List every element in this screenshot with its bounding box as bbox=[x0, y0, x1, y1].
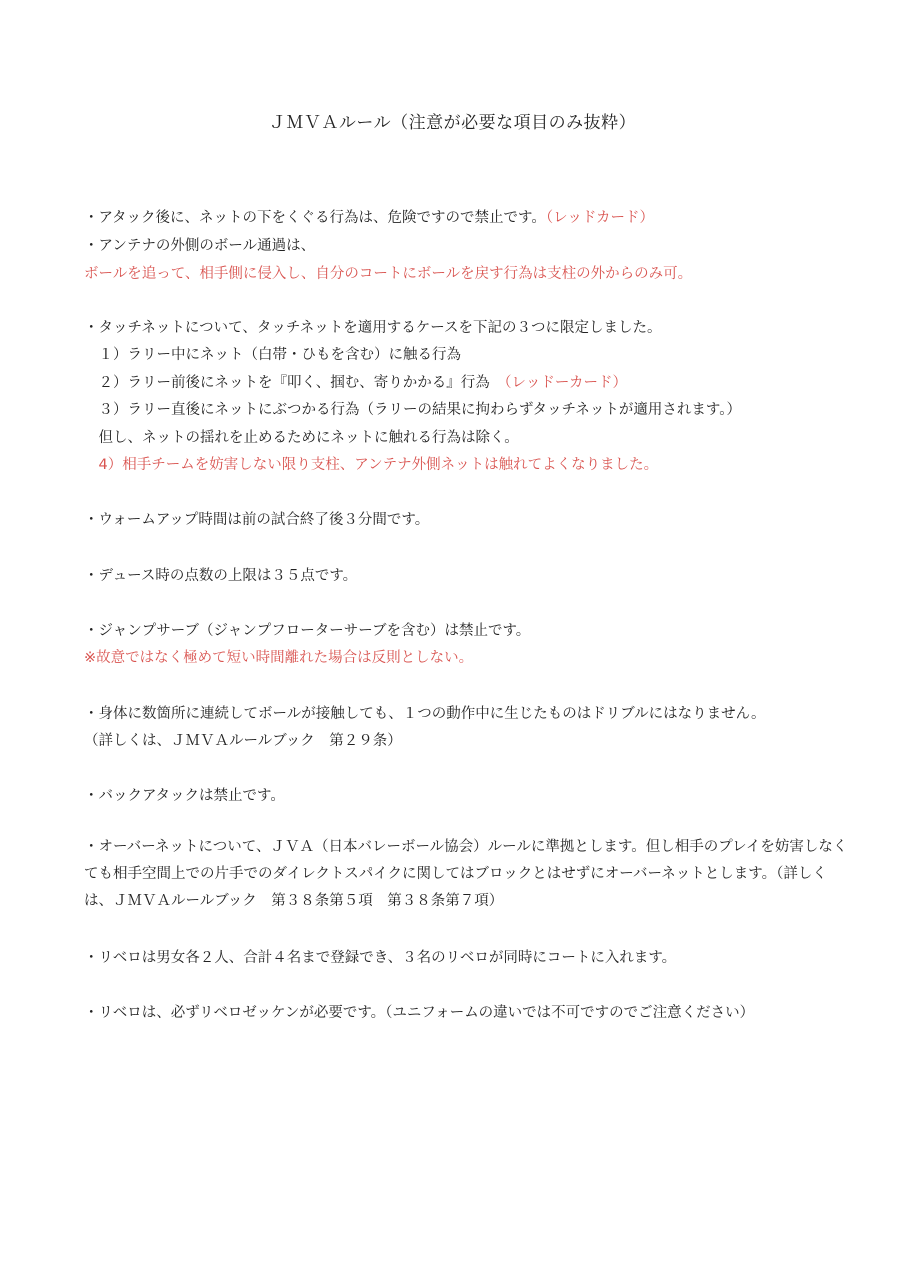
rule-deuce: ・デュース時の点数の上限は３５点です。 bbox=[84, 568, 358, 584]
touch-net-item-1: １）ラリー中にネット（白帯・ひもを含む）に触る行為 bbox=[84, 347, 461, 363]
rule-attack-under-net: ・アタック後に、ネットの下をくぐる行為は、危険ですので禁止です。（レッドカード） bbox=[84, 210, 654, 226]
dribble-reference: （詳しくは、ＪＭＶＡルールブック 第２９条） bbox=[84, 733, 402, 749]
jump-serve-red-note: ※故意ではなく極めて短い時間離れた場合は反則としない。 bbox=[84, 650, 474, 666]
touch-net-item-2: ２）ラリー前後にネットを『叩く、掴む、寄りかかる』行為 （レッドーカード） bbox=[84, 375, 628, 391]
rule-dribble: ・身体に数箇所に連続してボールが接触しても、１つの動作中に生じたものはドリブルにはなりません。 bbox=[84, 706, 766, 722]
rule-libero-bib: ・リベロは、必ずリベロゼッケンが必要です。（ユニフォームの違いでは不可ですのでご注意ください） bbox=[84, 1005, 755, 1021]
rule-warmup: ・ウォームアップ時間は前の試合終了後３分間です。 bbox=[84, 512, 430, 528]
touch-net-item-4: 4）相手チームを妨害しない限り支柱、アンテナ外側ネットは触れてよくなりました。 bbox=[84, 457, 659, 473]
touch-net-exception: 但し、ネットの揺れを止めるためにネットに触れる行為は除く。 bbox=[84, 430, 519, 446]
rule-back-attack: ・バックアタックは禁止です。 bbox=[84, 788, 285, 804]
rule-touch-net: ・タッチネットについて、タッチネットを適用するケースを下記の３つに限定しました。 bbox=[84, 320, 662, 336]
rule-antenna-red-note: ボールを追って、相手側に侵入し、自分のコートにボールを戻す行為は支柱の外からのみ可。 bbox=[84, 266, 693, 282]
rule-jump-serve: ・ジャンプサーブ（ジャンプフローターサーブを含む）は禁止です。 bbox=[84, 623, 531, 639]
rule-over-net: ・オーバーネットについて、ＪＶＡ（日本バレーボール協会）ルールに準拠とします。但し相手のプレイを妨害しなくても相手空間上での片手でのダイレクトスパイクに関してはブロックとはせずにオーバーネットとします。（詳しくは、ＪＭＶＡルールブック 第３８条第５項 第３８条第７項） bbox=[84, 839, 848, 909]
red-card-note: （レッドカード） bbox=[545, 210, 654, 226]
red-card-note: （レッドーカード） bbox=[504, 375, 628, 391]
rule-antenna-outside: ・アンテナの外側のボール通過は、 bbox=[84, 238, 316, 254]
page-title: ＪＭＶＡルール（注意が必要な項目のみ抜粋） bbox=[268, 113, 637, 133]
touch-net-item-3: ３）ラリー直後にネットにぶつかる行為（ラリーの結果に拘わらずタッチネットが適用されます。） bbox=[84, 402, 741, 418]
rule-libero-count: ・リベロは男女各２人、合計４名まで登録でき、３名のリベロが同時にコートに入れます。 bbox=[84, 950, 677, 966]
